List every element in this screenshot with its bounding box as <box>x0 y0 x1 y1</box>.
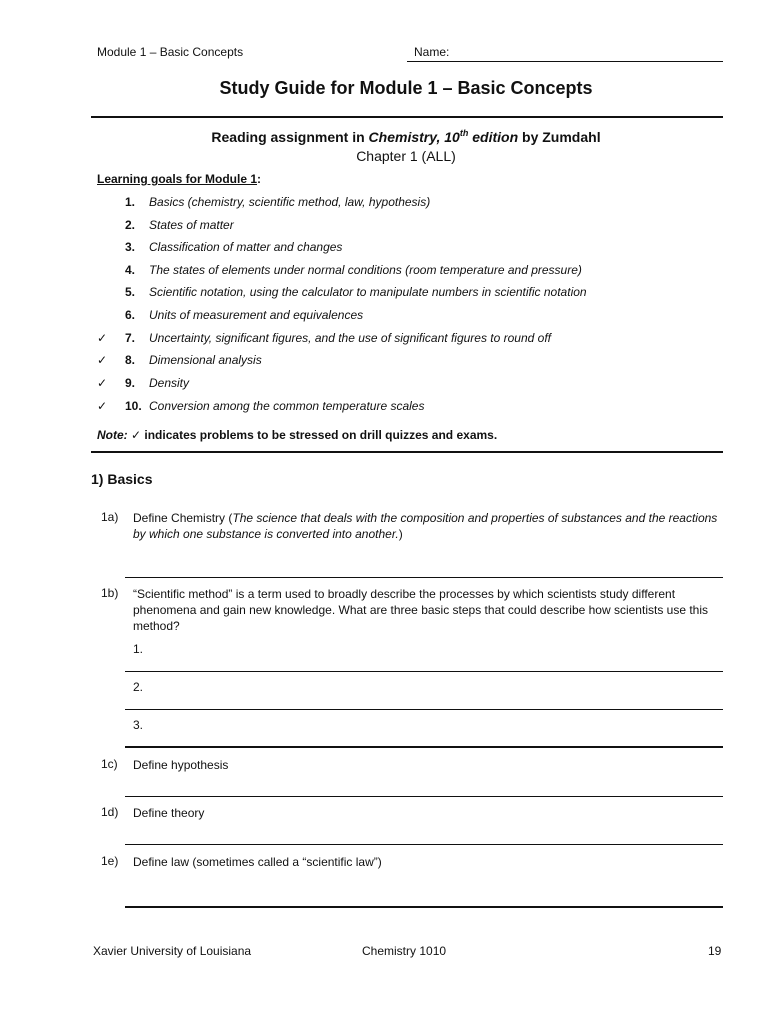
checkmark-icon: ✓ <box>97 399 108 413</box>
goal-number: 4. <box>125 263 136 277</box>
reading-chapter: Chapter 1 (ALL) <box>356 148 456 164</box>
header-module: Module 1 – Basic Concepts <box>97 45 244 59</box>
question-suffix: ) <box>398 527 403 541</box>
goal-text: Scientific notation, using the calculator to manipulate numbers in scientific notation <box>149 285 587 299</box>
goal-number: 8. <box>125 353 136 367</box>
question-text: “Scientific method” is a term used to broadly describe the processes by which scientists study different phenomena and gain new knowledge. What are three basic steps that could describe how scientists use this method? <box>133 587 709 633</box>
goal-text: The states of elements under normal conditions (room temperature and pressure) <box>149 263 582 277</box>
note-text: ✓ indicates problems to be stressed on drill quizzes and exams. <box>127 428 498 442</box>
answer-line-1a[interactable] <box>125 577 723 578</box>
step-3: 3. <box>133 718 144 732</box>
learning-goals-heading-text: Learning goals for Module 1 <box>97 172 258 186</box>
name-field-line[interactable] <box>407 61 723 62</box>
question-text <box>133 510 723 542</box>
question-prefix: Define Chemistry ( <box>133 511 233 525</box>
learning-goal-item <box>0 240 768 258</box>
reading-edition: edition <box>468 129 519 145</box>
learning-goal-item <box>0 376 768 394</box>
question-number: 1e) <box>101 854 119 868</box>
goal-text: Dimensional analysis <box>149 353 262 367</box>
footer-course: Chemistry 1010 <box>362 944 447 958</box>
reading-book: Chemistry, 10 <box>368 129 460 145</box>
question-text: Define hypothesis <box>133 758 229 772</box>
goal-text: Classification of matter and changes <box>149 240 343 254</box>
answer-line-1c[interactable] <box>125 796 723 797</box>
goal-text: States of matter <box>149 218 234 232</box>
goal-number: 6. <box>125 308 136 322</box>
title-divider <box>91 116 723 118</box>
checkmark-icon: ✓ <box>97 331 108 345</box>
goal-text: Density <box>149 376 190 390</box>
question-number: 1a) <box>101 510 119 524</box>
learning-goal-item <box>0 218 768 236</box>
goal-text: Basics (chemistry, scientific method, law, hypothesis) <box>149 195 431 209</box>
goal-number: 9. <box>125 376 136 390</box>
learning-goal-item <box>0 263 768 281</box>
step-1: 1. <box>133 642 144 656</box>
goal-text: Units of measurement and equivalences <box>149 308 364 322</box>
goal-number: 3. <box>125 240 136 254</box>
learning-goal-item <box>0 399 768 417</box>
question-text: Define theory <box>133 806 205 820</box>
reading-author: by Zumdahl <box>518 129 601 145</box>
checkmark-icon: ✓ <box>97 376 108 390</box>
answer-line-1e[interactable] <box>125 906 723 908</box>
note-label: Note: <box>97 428 128 442</box>
goal-text: Conversion among the common temperature scales <box>149 399 425 413</box>
answer-line-step-3[interactable] <box>125 746 723 748</box>
learning-goals-colon: : <box>257 172 262 186</box>
goal-number: 5. <box>125 285 136 299</box>
question-number: 1b) <box>101 586 119 600</box>
section-heading-basics: 1) Basics <box>91 471 153 487</box>
goal-number: 1. <box>125 195 136 209</box>
goal-number: 2. <box>125 218 136 232</box>
question-text: Define law (sometimes called a “scientific law”) <box>133 855 382 869</box>
footer-institution: Xavier University of Louisiana <box>93 944 252 958</box>
reading-assignment <box>0 128 768 145</box>
reading-prefix: Reading assignment in <box>211 129 369 145</box>
learning-goal-item <box>0 285 768 303</box>
step-2: 2. <box>133 680 144 694</box>
learning-goal-item <box>0 331 768 349</box>
name-label: Name: <box>414 45 450 59</box>
reading-sup: th <box>459 128 469 138</box>
goal-text: Uncertainty, significant figures, and the use of significant figures to round off <box>149 331 551 345</box>
learning-goal-item <box>0 353 768 371</box>
answer-line-1d[interactable] <box>125 844 723 845</box>
goal-number: 7. <box>125 331 136 345</box>
page-title: Study Guide for Module 1 – Basic Concepts <box>219 78 593 98</box>
learning-goal-item <box>0 308 768 326</box>
note <box>97 428 497 442</box>
answer-line-step-1[interactable] <box>125 671 723 672</box>
question-answer: The science that deals with the composition and properties of substances and the reactions by which one substance is converted into another. <box>133 511 718 541</box>
answer-line-step-2[interactable] <box>125 709 723 710</box>
goals-divider <box>91 451 723 453</box>
learning-goals-heading <box>97 172 261 186</box>
question-number: 1d) <box>101 805 119 819</box>
question-number: 1c) <box>101 757 118 771</box>
goal-number: 10. <box>125 399 142 413</box>
page-number: 19 <box>708 944 722 958</box>
learning-goal-item <box>0 195 768 213</box>
checkmark-icon: ✓ <box>97 353 108 367</box>
